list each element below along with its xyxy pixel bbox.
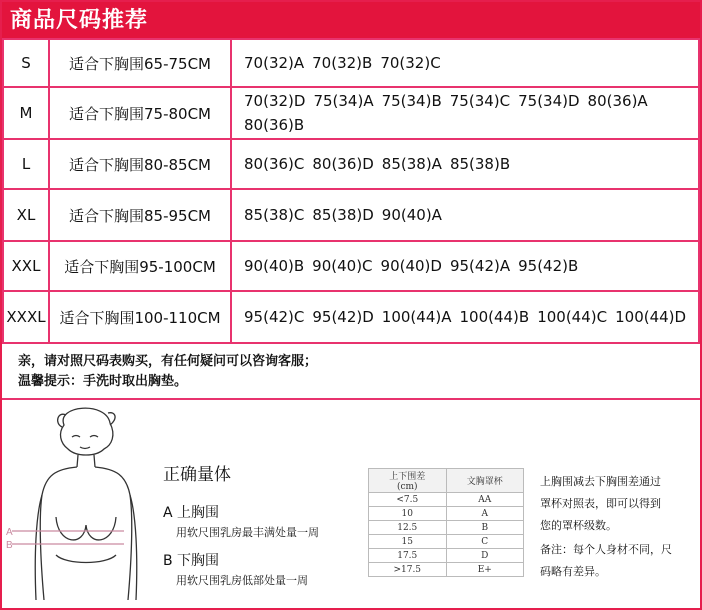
cup-size-value: 85(38)A <box>381 155 442 173</box>
under-bust-range: 适合下胸围65-75CM <box>49 39 231 87</box>
cup-size-value: 100(44)D <box>615 308 687 326</box>
cup-diff-value: 12.5 <box>369 521 447 535</box>
cup-size-value: 70(32)D <box>244 92 306 110</box>
under-bust-range: 适合下胸围80-85CM <box>49 139 231 189</box>
cup-size-value: 80(36)C <box>244 155 305 173</box>
cup-table-header-cup: 文胸罩杯 <box>446 469 524 493</box>
cup-diff-value: 15 <box>369 535 447 549</box>
label-b: B <box>6 540 13 551</box>
upper-bust-desc: 用软尺围乳房最丰满处量一周 <box>176 526 319 539</box>
size-label: M <box>3 87 49 139</box>
cup-size-value: 85(38)B <box>449 155 511 173</box>
cup-size-value: 90(40)C <box>312 257 373 275</box>
cup-size-value: 95(42)C <box>244 308 305 326</box>
cup-size-value: 80(36)D <box>312 155 374 173</box>
cup-size-value: 75(34)D <box>518 92 580 110</box>
cup-diff-value: >17.5 <box>369 563 447 577</box>
cup-size-value: 90(40)A <box>381 206 442 224</box>
under-bust-range: 适合下胸围95-100CM <box>49 241 231 291</box>
cup-size-value: 70(32)A <box>244 54 305 72</box>
side-note-5: 码略有差异。 <box>540 565 606 578</box>
cup-letter-value: E+ <box>446 563 524 577</box>
cup-size-value: 75(34)A <box>313 92 374 110</box>
page-title: 商品尺码推荐 <box>10 8 149 33</box>
cup-letter-value: B <box>446 521 524 535</box>
measure-title: 正确量体 <box>163 465 231 485</box>
size-label: XXXL <box>3 291 49 343</box>
side-note-2: 罩杯对照表，即可以得到 <box>540 497 661 510</box>
size-label: L <box>3 139 49 189</box>
under-bust-range: 适合下胸围85-95CM <box>49 189 231 241</box>
size-label: XL <box>3 189 49 241</box>
cup-size-value: 80(36)A <box>587 92 648 110</box>
cup-size-value: 90(40)B <box>244 257 305 275</box>
under-bust-range: 适合下胸围100-110CM <box>49 291 231 343</box>
cup-size-value: 100(44)C <box>537 308 608 326</box>
cup-size-value: 95(42)A <box>449 257 511 275</box>
cup-letter-value: D <box>446 549 524 563</box>
label-a: A <box>6 527 13 538</box>
cup-size-value: 80(36)B <box>244 116 305 134</box>
size-label: S <box>3 39 49 87</box>
side-note-1: 上胸围减去下胸围差通过 <box>540 475 661 488</box>
cup-letter-value: A <box>446 507 524 521</box>
cup-size-value: 100(44)B <box>459 308 530 326</box>
cup-table-header-diff: 上下围差 (cm) <box>369 469 447 493</box>
size-label: XXL <box>3 241 49 291</box>
cup-letter-value: C <box>446 535 524 549</box>
cup-diff-value: 10 <box>369 507 447 521</box>
under-bust-desc: 用软尺围乳房低部处量一周 <box>176 574 308 587</box>
cup-size-value: 75(34)B <box>381 92 442 110</box>
cup-size-value: 85(38)D <box>312 206 374 224</box>
under-bust-title: B 下胸围 <box>163 553 220 569</box>
cup-size-value: 70(32)B <box>312 54 373 72</box>
under-bust-range: 适合下胸围75-80CM <box>49 87 231 139</box>
cup-letter-value: AA <box>446 493 524 507</box>
side-note-4: 备注：每个人身材不同，尺 <box>540 543 672 556</box>
side-note-3: 您的罩杯级数。 <box>540 519 617 532</box>
upper-bust-title: A 上胸围 <box>163 505 220 521</box>
cup-diff-value: 17.5 <box>369 549 447 563</box>
cup-size-value: 100(44)A <box>381 308 452 326</box>
note-line-1: 亲，请对照尺码表购买，有任何疑问可以咨询客服； <box>18 354 318 369</box>
cup-size-value: 95(42)B <box>518 257 579 275</box>
cup-size-value: 95(42)D <box>312 308 374 326</box>
cup-size-value: 90(40)D <box>380 257 442 275</box>
cup-size-value: 85(38)C <box>244 206 305 224</box>
cup-size-value: 75(34)C <box>449 92 511 110</box>
cup-size-value: 70(32)C <box>380 54 441 72</box>
note-line-2: 温馨提示：手洗时取出胸垫。 <box>18 374 188 389</box>
cup-diff-value: <7.5 <box>369 493 447 507</box>
